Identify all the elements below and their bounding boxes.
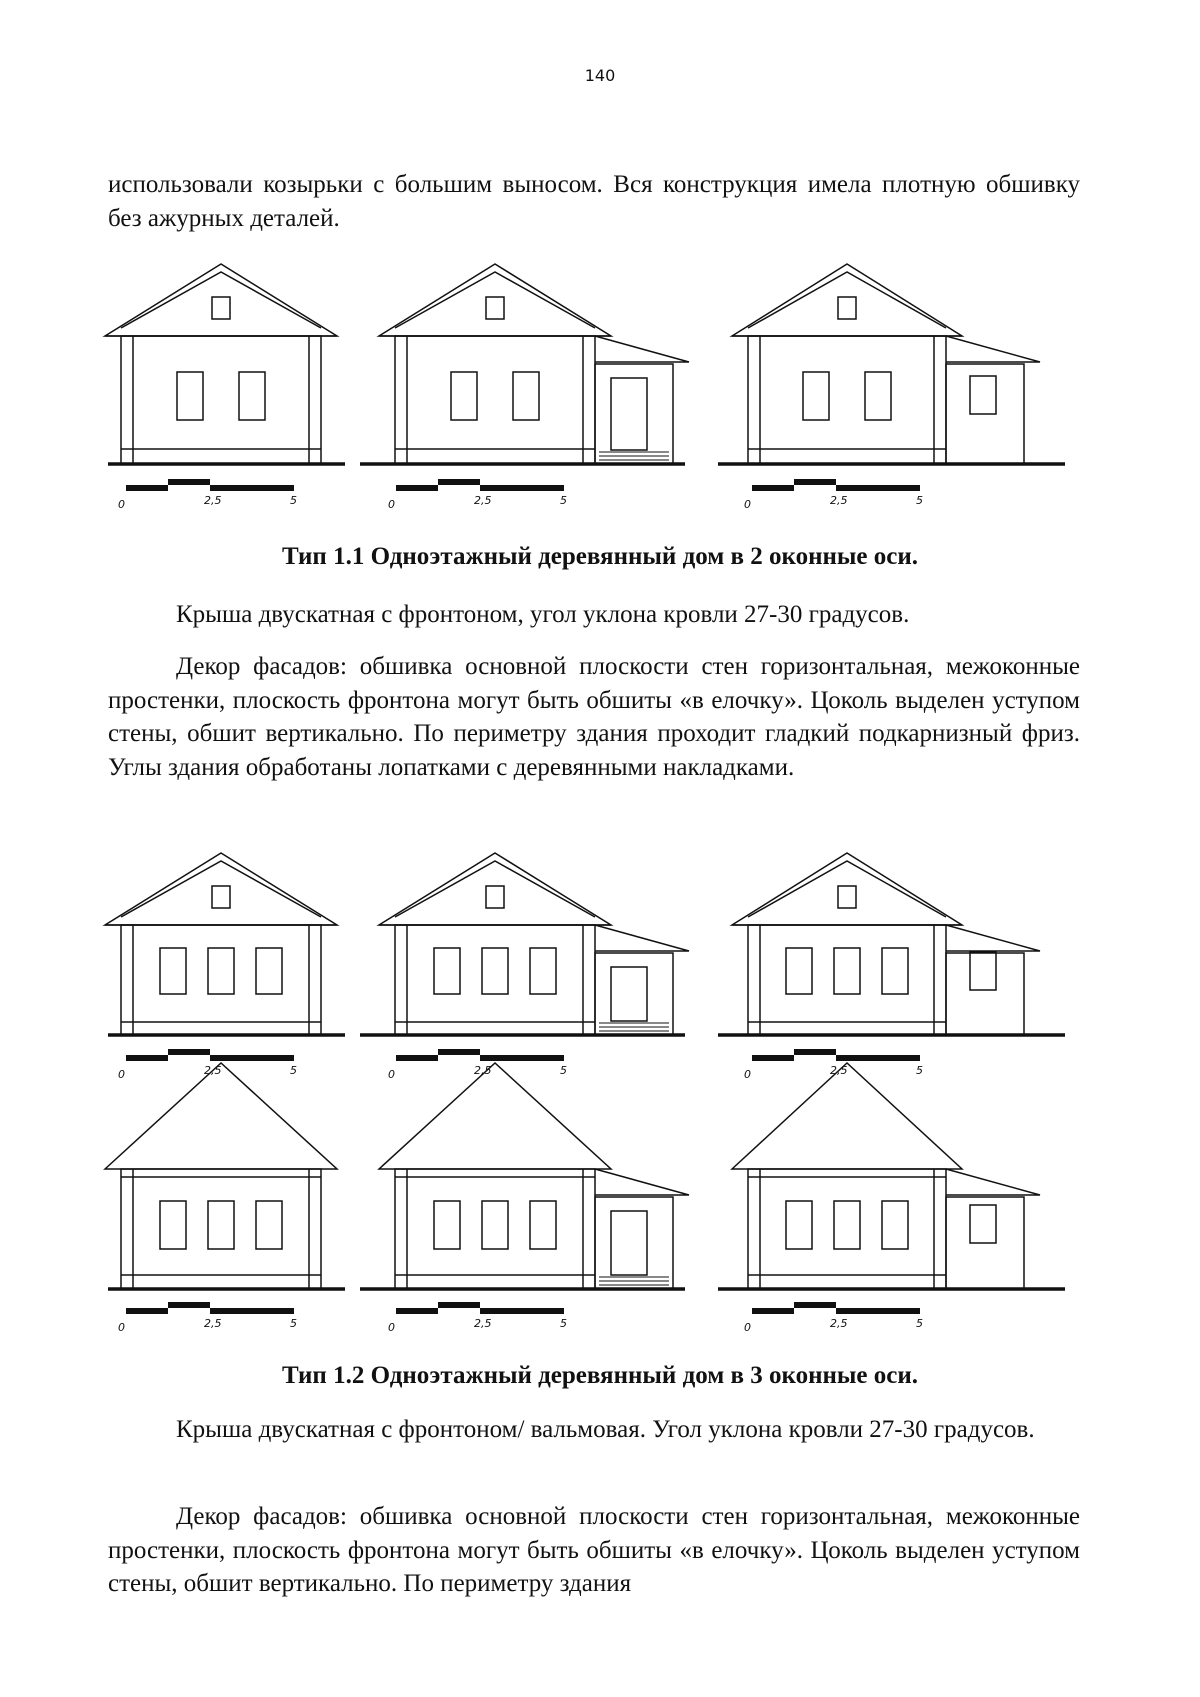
window [513, 372, 539, 420]
window [882, 1201, 908, 1249]
scale-label-end: 5 [560, 494, 567, 507]
main-wall [121, 336, 321, 464]
intro-paragraph: использовали козырьки с большим выносом. Вся конструкция имела плотную обшивку без ажурных деталей. [108, 171, 1080, 232]
scale-label-mid: 2,5 [204, 1317, 222, 1330]
window [530, 1201, 556, 1249]
gable-roof [379, 853, 611, 925]
house-elevation-6 [718, 853, 1065, 1081]
main-wall [121, 925, 321, 1035]
house-elevation-5 [360, 853, 689, 1081]
gable-roof [732, 853, 962, 925]
house-elevation-8 [360, 1063, 689, 1334]
window [208, 948, 234, 994]
gable-roof [732, 264, 962, 336]
side-extension [595, 364, 673, 464]
scale-label-mid: 2,5 [204, 1064, 222, 1077]
attic-window [838, 297, 856, 319]
gable-roof [105, 264, 337, 336]
scale-label-mid: 2,5 [830, 494, 848, 507]
caption-type-1-2: Тип 1.2 Одноэтажный деревянный дом в 3 оконные оси. [281, 1362, 919, 1389]
scale-label-end: 5 [290, 494, 297, 507]
window [434, 948, 460, 994]
attic-window [212, 297, 230, 319]
hip-roof [732, 1063, 962, 1169]
window [803, 372, 829, 420]
porch-door [611, 1211, 647, 1275]
window [451, 372, 477, 420]
attic-window [212, 886, 230, 908]
roof-paragraph-1-1: Крыша двускатная с фронтоном, угол уклона кровли 27-30 градусов. [176, 601, 910, 628]
window [865, 372, 891, 420]
house-elevation-3 [718, 264, 1065, 511]
house-elevation-7 [105, 1063, 345, 1334]
decor-paragraph-1-2: Декор фасадов: обшивка основной плоскости стен горизонтальная, межоконные простенки, плоскость фронтона могут быть обшиты «в елочку». Цоколь выделен уступом стены, обшит вертикально. По периметру здания [108, 1503, 1080, 1597]
scale-label-mid: 2,5 [204, 494, 222, 507]
scale-label-end: 5 [290, 1064, 297, 1077]
window [530, 948, 556, 994]
house-elevation-1 [105, 264, 345, 511]
scale-label-end: 5 [560, 1317, 567, 1330]
porch-door [611, 967, 647, 1021]
scale-label-zero: 0 [744, 498, 751, 511]
side-extension [946, 953, 1024, 1035]
extension-roof [595, 1169, 689, 1195]
house-elevation-4 [105, 853, 345, 1081]
attic-window [486, 886, 504, 908]
window [482, 948, 508, 994]
scale-label-zero: 0 [388, 1321, 395, 1334]
scale-label-zero: 0 [744, 1321, 751, 1334]
scale-label-mid: 2,5 [474, 494, 492, 507]
extension-roof [946, 1169, 1040, 1195]
attic-window [486, 297, 504, 319]
extension-roof [595, 925, 689, 951]
window [786, 1201, 812, 1249]
decor-paragraph-1-1: Декор фасадов: обшивка основной плоскости стен горизонтальная, межоконные простенки, плоскость фронтона могут быть обшиты «в елочку». Цоколь выделен уступом стены, обшит вертикально. По периметру здания проходит гладкий подкарнизный фриз. Углы здания обработаны лопатками с деревянными накладками. [108, 653, 1080, 781]
scale-bar [118, 1305, 297, 1334]
porch-door [611, 378, 647, 450]
window [882, 948, 908, 994]
main-wall [748, 925, 946, 1035]
gable-roof [105, 853, 337, 925]
extension-window [970, 952, 996, 990]
window [834, 1201, 860, 1249]
window [239, 372, 265, 420]
scale-label-end: 5 [916, 494, 923, 507]
scale-label-zero: 0 [388, 498, 395, 511]
scale-bar [388, 1305, 567, 1334]
main-wall [395, 925, 595, 1035]
window [434, 1201, 460, 1249]
scale-label-mid: 2,5 [830, 1317, 848, 1330]
scale-label-end: 5 [560, 1064, 567, 1077]
attic-window [838, 886, 856, 908]
main-wall [121, 1169, 321, 1289]
scale-bar [744, 1052, 923, 1081]
scale-label-mid: 2,5 [474, 1317, 492, 1330]
house-elevation-9 [718, 1063, 1065, 1334]
hip-roof [105, 1063, 337, 1169]
scale-bar [388, 1052, 567, 1081]
window [160, 1201, 186, 1249]
scale-label-zero: 0 [118, 498, 125, 511]
window [256, 948, 282, 994]
scale-label-mid: 2,5 [474, 1064, 492, 1077]
gable-roof [379, 264, 611, 336]
main-wall [395, 336, 595, 464]
window [482, 1201, 508, 1249]
page-number: 140 [584, 66, 616, 85]
roof-paragraph-1-2: Крыша двускатная с фронтоном/ вальмовая. Угол уклона кровли 27-30 градусов. [176, 1416, 1035, 1443]
scale-label-end: 5 [916, 1317, 923, 1330]
window [834, 948, 860, 994]
extension-window [970, 1205, 996, 1243]
window [256, 1201, 282, 1249]
scale-bar [118, 1052, 297, 1081]
window [160, 948, 186, 994]
scale-label-end: 5 [290, 1317, 297, 1330]
window [208, 1201, 234, 1249]
house-elevation-2 [360, 264, 689, 511]
scale-label-end: 5 [916, 1064, 923, 1077]
extension-window [970, 376, 996, 414]
scale-bar [118, 482, 297, 511]
hip-roof [379, 1063, 611, 1169]
scale-label-zero: 0 [118, 1068, 125, 1081]
window [177, 372, 203, 420]
scale-label-zero: 0 [388, 1068, 395, 1081]
scale-label-zero: 0 [744, 1068, 751, 1081]
scale-bar [744, 482, 923, 511]
scale-label-zero: 0 [118, 1321, 125, 1334]
caption-type-1-1: Тип 1.1 Одноэтажный деревянный дом в 2 оконные оси. [281, 543, 919, 570]
scale-bar [744, 1305, 923, 1334]
extension-roof [595, 336, 689, 362]
scale-label-mid: 2,5 [830, 1064, 848, 1077]
window [786, 948, 812, 994]
extension-roof [946, 336, 1040, 362]
scale-bar [388, 482, 567, 511]
main-wall [748, 336, 946, 464]
main-wall [395, 1169, 595, 1289]
main-wall [748, 1169, 946, 1289]
extension-roof [946, 925, 1040, 951]
